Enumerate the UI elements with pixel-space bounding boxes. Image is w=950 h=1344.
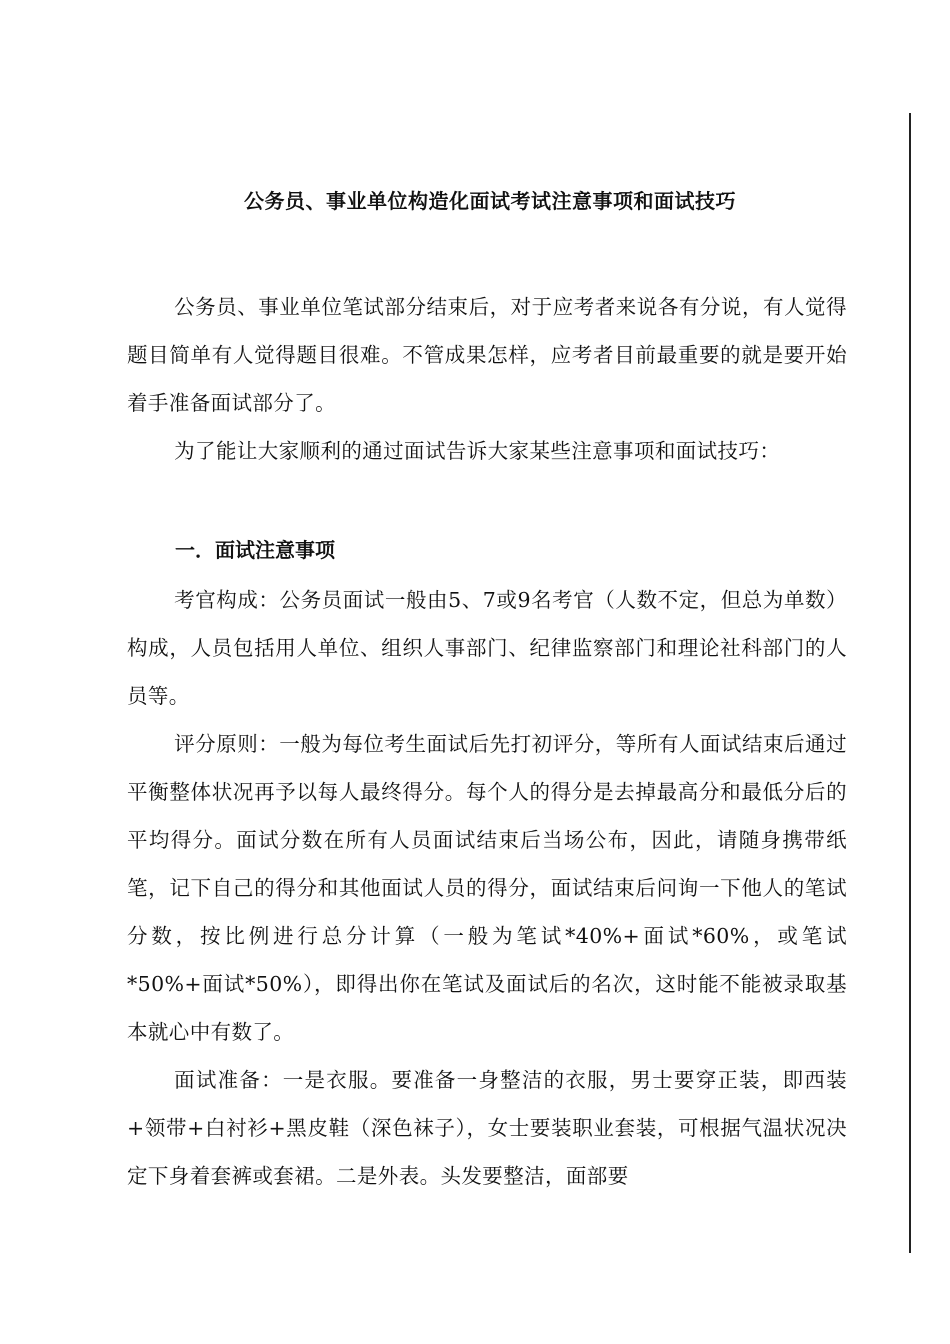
intro-paragraph-2: 为了能让大家顺利的通过面试告诉大家某些注意事项和面试技巧： [174,439,781,463]
paragraph-scoring-principle: 评分原则：一般为每位考生面试后先打初评分，等所有人面试结束后通过平衡整体状况再予以每人最终得分。每个人的得分是去掉最高分和最低分后的平均得分。面试分数在所有人员面试结束后当场公布，因此，请随身携带纸笔，记下自己的得分和其他面试人员的得分，面试结束后问询一下他人的笔试分数，按比例进行总分计算（一般为笔试*40%+面试*60%，或笔试*50%+面试*50%），即得出你在笔试及面试后的名次，这时能不能被录取基本就心中有数了。 [127,732,847,1044]
intro-paragraph-1: 公务员、事业单位笔试部分结束后，对于应考者来说各有分说，有人觉得题目简单有人觉得题目很难。不管成果怎样，应考者目前最重要的就是要开始着手准备面试部分了。 [127,295,847,415]
document-title: 公务员、事业单位构造化面试考试注意事项和面试技巧 [244,189,736,213]
paragraph-examiner-composition: 考官构成：公务员面试一般由5、7或9名考官（人数不定，但总为单数）构成，人员包括用人单位、组织人事部门、纪律监察部门和理论社科部门的人员等。 [127,588,847,708]
section-heading-1: 一．面试注意事项 [175,538,335,562]
page-margin-line [909,113,911,1253]
paragraph-interview-preparation: 面试准备：一是衣服。要准备一身整洁的衣服，男士要穿正装，即西装+领带+白衬衫+黑皮鞋（深色袜子），女士要装职业套装，可根据气温状况决定下身着套裤或套裙。二是外表。头发要整洁，面部要 [127,1068,847,1188]
